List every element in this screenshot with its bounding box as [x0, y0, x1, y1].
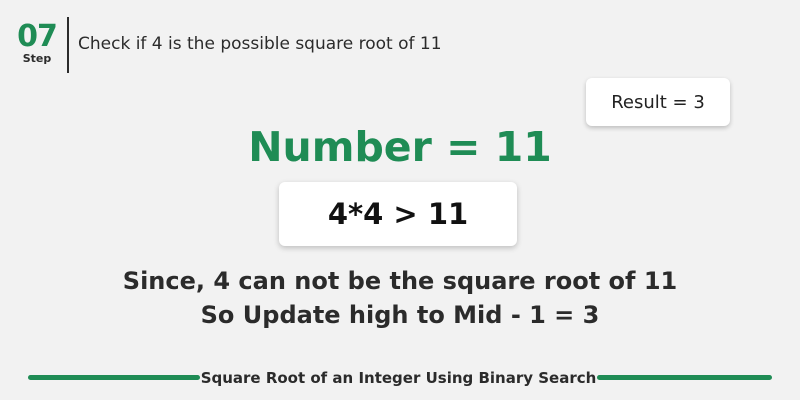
comparison-expression: 4*4 > 11 [327, 197, 469, 231]
explanation-line-1: Since, 4 can not be the square root of 11 [122, 267, 678, 295]
step-indicator [14, 19, 60, 65]
footer-line-left [28, 375, 200, 380]
step-number: 07 [17, 19, 57, 54]
step-label: Step [22, 52, 52, 65]
result-text: Result = 3 [611, 91, 705, 113]
explanation-line-2: So Update high to Mid - 1 = 3 [200, 301, 600, 329]
footer-caption: Square Root of an Integer Using Binary Search [200, 369, 597, 387]
result-card [586, 78, 730, 126]
step-divider [67, 17, 69, 73]
comparison-card [279, 182, 517, 246]
step-title: Check if 4 is the possible square root of 11 [78, 34, 442, 54]
number-heading: Number = 11 [248, 123, 552, 171]
explanation [0, 264, 800, 332]
footer-line-right [597, 375, 772, 380]
